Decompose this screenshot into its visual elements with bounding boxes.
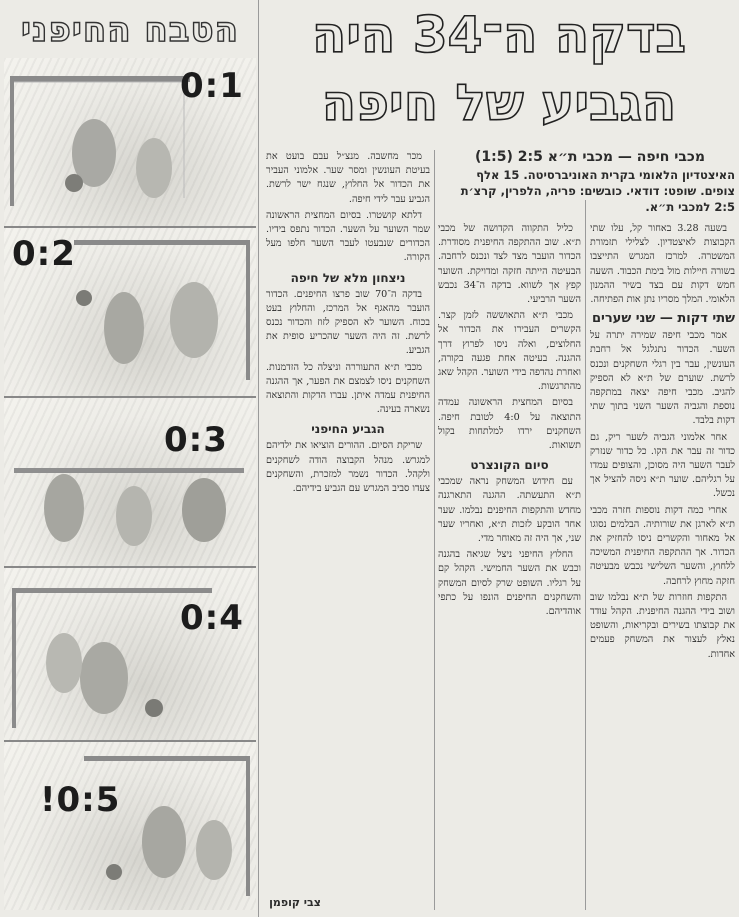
paragraph: עם חידוש המשחק נראה שמכבי ת״א התעשתה. ההגנה התארגנה מחדש והתקפות החיפנים נבלמו. שער אחד הובקע לזכות ת״א, ואחריו שער שני, אך היה זה מאוחר מדי.: [438, 476, 581, 545]
score-label-3: 0:3: [164, 420, 228, 460]
score-label-2: 0:2: [12, 234, 76, 274]
paragraph: אחרי כמה דקות נוספות חזרה מכבי ת״א לארגן את שורותיה. הבלמים נסוגו אל מאחור והקשרים ניסו להחזיק את הכדור. אך ההתקפה החיפנית המשיכה ללחוץ, והשער השלישי נכבש מבעיטה חזקה מחוץ לרחבה.: [590, 504, 735, 587]
column-divider: [585, 200, 586, 910]
score-label-5: !0:5: [40, 780, 121, 820]
paragraph: התקפות חוזרות של ת״א נבלמו שוב ושוב בידי ההגנה החיפנית. הקהל עודד את קבוצתו בשירים ובקריאות, והשופט נאלץ לעצור את המשחק פעמים אחדות.: [590, 591, 735, 660]
paragraph: מכר מחשבה. מנצ״ל עבם בועט את בעיטת העונשין ומסר שער. אלמוני העביר את הכדור אל החלוץ, שנגח ישר לרשת. הגביע עבר לידי חיפה.: [266, 151, 430, 205]
paragraph: בשעה 3.28 באחור קל, עלו שתי הקבוצות לאיצטדיון. לצלילי תזמורת המשטרה. למרכז המגרש התייצבו בשורה חיילות מול בימת הכבוד. השעה חמש דקות עם בצד בשיר ההמנון הלאומי. המלך מסריו נתן אות הפתיחה.: [590, 223, 735, 306]
goal-photo-4: [4, 568, 256, 742]
article-column-right: [590, 222, 735, 912]
score-label-4: 0:4: [180, 598, 244, 638]
subheading: שתי דקות — שני שערים: [591, 311, 735, 327]
goal-photo-3: [4, 398, 256, 568]
headline-line-1: בדקה ה־34 היה: [311, 6, 686, 64]
article-column-center: [438, 222, 581, 912]
match-line-1: האיצטדיון הלאומי בקרית האוניברסיטה. 15 אלף: [476, 168, 735, 182]
byline: צבי קופמן: [269, 896, 321, 909]
paragraph: אחר אלמוני הגביה לשער ריק, גם כדור זה עבר את הקו. כל כדור שנזרק לעבר השער היה מסוכן, והצופים עמדו על רגליהם. שוער ת״א ניסה להציל אך נכשל.: [590, 431, 735, 500]
headline: [262, 0, 736, 143]
goal-photo-4-image: [4, 568, 256, 740]
score-label-1: 0:1: [180, 66, 244, 106]
paragraph: בסיום המחצית הראשונה עמדה התוצאה על 4:0 לטובת חיפה. השחקנים ירדו למלתחות בקול תשואות.: [438, 397, 581, 452]
paragraph: אמר מכבי חיפה שמירה יתרה על השער. הכדור נתגלגל אל רחבת העונשין, עבר בין רגלי השחקנים ונכנס לרשת. שוערם של ת״א לא הספיק להגיב. מכבי חיפה יצאה במתקפה נוספת והגביה השער השני בתוך שתי דקות בלבד.: [590, 330, 735, 427]
match-line-3: 2:5 למכבי ת״א.: [645, 200, 735, 214]
column-divider: [258, 0, 259, 917]
paragraph: כליל התקווה הקדושה של מכבי ת״א. שוב ההתקפה החיפנית מסודרת. הכדור הועבר מצד לצד ונכנס לרחבה. הבעיטה הייתה חזקה ומדויקת. השוער קפץ אך לשווא. בדקה ה־34 נכבש השער הרביעי.: [438, 223, 581, 306]
paragraph: בדקה ה־70 שוב פרצו החיפנים. הכדור הועבר מהאגף אל המרכז, והחלוץ בעט בכוח. השוער לא הספיק לזוז והכדור נכנס לרשת. זה היה השער שהכריע סופית את הגביע.: [266, 288, 430, 357]
photo-strip: [4, 58, 256, 910]
photo-strip-title: הטבח החיפני: [21, 10, 239, 50]
paragraph: מכבי ת״א התעוררה וניצלה כל הזדמנות. השחקנים ניסו לצמצם את הפער, אך ההגנה החיפנית עמדה איתן. עברו הדקות והתוצאה נשארה בעינה.: [266, 361, 430, 416]
goal-photo-1: [4, 58, 256, 228]
paragraph: החלוץ החיפני ניצל שגיאה בהגנה וכבש את השער החמישי. הקהל קם על רגליו. השופט שרק לסיום המשחק והשחקנים החיפנים הונפו על כתפי אוהדיהם.: [438, 549, 581, 618]
paragraph: מכבי ת״א התאוששה לזמן קצר. הקשרים העבירו את הכדור אל החלוצים, ואלה ניסו לפרוץ דרך ההגנה. בעיטה אחת פגעה בקורה, ואחרת נהדפה בידי השוער. הקהל שאג מהתרגשות.: [438, 310, 581, 393]
subheading: ניצחון מלא של חיפה: [290, 270, 406, 285]
paragraph: דלתא קושטרו. בסיום המחצית הראשונה שמר השוער על השער. הכדור נתפס בידיו. הכדורים שנבעטו לעבר השער חלפו מעל הקורה.: [266, 209, 430, 264]
subheading: סיום הקונצרט: [470, 458, 549, 473]
match-title: מכבי חיפה — מכבי ת״א 2:5 (1:5): [475, 149, 705, 165]
column-divider: [434, 150, 435, 910]
match-line-2: צופים. שופט: דודאי. כובשים: פריה, הלפרין, קרצ׳ת: [460, 184, 735, 198]
headline-line-2: הגביע של חיפה: [321, 74, 677, 132]
goal-photo-5-image: [4, 742, 256, 910]
paragraph: שריקת הסיום. ההורים הוציאו את ילדיהם למגרש. מנהל הקבוצה הודה לשחקנים ולקהל. הכדור נשמר למזכרת, והשחקנים צעדו סביב המגרש עם הגביע בידיהם.: [266, 440, 430, 495]
goal-photo-2: [4, 228, 256, 398]
subheading: הגביע החיפני: [311, 422, 385, 437]
goal-photo-5: [4, 742, 256, 910]
article-column-left: [266, 150, 430, 892]
